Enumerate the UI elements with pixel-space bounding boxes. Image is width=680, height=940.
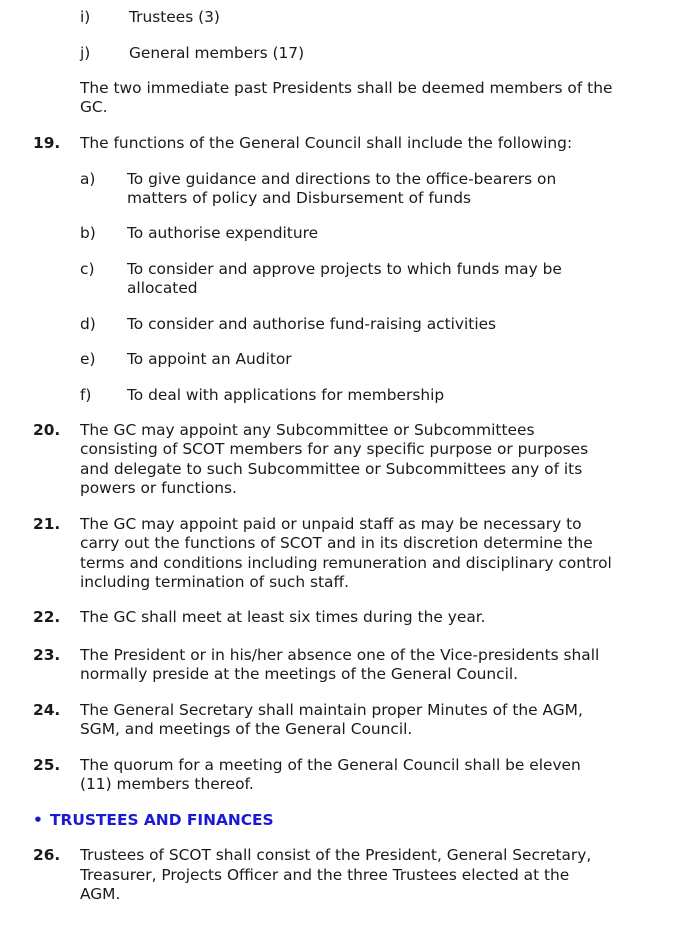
clause-text: carry out the functions of SCOT and in its discretion determine the <box>80 534 593 552</box>
clause-text: The GC may appoint paid or unpaid staff as may be necessary to <box>80 515 582 533</box>
clause-text: and delegate to such Subcommittee or Subcommittees any of its <box>80 460 583 478</box>
clause-text: consisting of SCOT members for any specific purpose or purposes <box>80 440 589 458</box>
clause-text: The GC may appoint any Subcommittee or Subcommittees <box>80 421 535 439</box>
clause-text: The General Secretary shall maintain proper Minutes of the AGM, <box>80 701 583 719</box>
item-letter: b) <box>80 224 96 242</box>
section-heading-trustees-finances <box>33 811 274 831</box>
clause-text: including termination of such staff. <box>80 573 349 591</box>
clause-text: The functions of the General Council shall include the following: <box>80 134 573 152</box>
clause-text: The quorum for a meeting of the General Council shall be eleven <box>80 756 581 774</box>
item-text: To consider and authorise fund-raising activities <box>127 315 497 333</box>
item-text: To deal with applications for membership <box>127 386 445 404</box>
note-text: The two immediate past Presidents shall be deemed members of the <box>80 79 613 97</box>
note-text: GC. <box>80 98 108 116</box>
clause-text: terms and conditions including remuneration and disciplinary control <box>80 554 612 572</box>
clause-number: 22. <box>33 608 61 626</box>
section-heading-text: TRUSTEES AND FINANCES <box>50 811 274 829</box>
item-text: General members (17) <box>129 44 305 62</box>
item-text: To consider and approve projects to which funds may be <box>127 260 562 278</box>
item-letter: c) <box>80 260 95 278</box>
item-letter: j) <box>80 44 91 62</box>
clause-number: 23. <box>33 646 61 664</box>
clause-text: AGM. <box>80 885 121 903</box>
clause-number: 25. <box>33 756 61 774</box>
clause-text: The GC shall meet at least six times during the year. <box>80 608 486 626</box>
bullet-icon: • <box>33 811 43 829</box>
clause-text: SGM, and meetings of the General Council. <box>80 720 413 738</box>
clause-text: powers or functions. <box>80 479 237 497</box>
item-text: allocated <box>127 279 198 297</box>
clause-text: normally preside at the meetings of the General Council. <box>80 665 519 683</box>
clause-number: 19. <box>33 134 61 152</box>
item-letter: f) <box>80 386 92 404</box>
item-text: To appoint an Auditor <box>127 350 292 368</box>
clause-number: 26. <box>33 846 61 864</box>
item-letter: i) <box>80 8 91 26</box>
item-letter: a) <box>80 170 96 188</box>
clause-text: (11) members thereof. <box>80 775 254 793</box>
clause-text: The President or in his/her absence one of the Vice-presidents shall <box>80 646 600 664</box>
clause-number: 24. <box>33 701 61 719</box>
item-letter: d) <box>80 315 96 333</box>
clause-number: 20. <box>33 421 61 439</box>
item-text: matters of policy and Disbursement of funds <box>127 189 472 207</box>
clause-text: Trustees of SCOT shall consist of the President, General Secretary, <box>80 846 592 864</box>
item-text: Trustees (3) <box>129 8 220 26</box>
item-text: To authorise expenditure <box>127 224 319 242</box>
clause-text: Treasurer, Projects Officer and the three Trustees elected at the <box>80 866 570 884</box>
item-letter: e) <box>80 350 96 368</box>
item-text: To give guidance and directions to the office-bearers on <box>127 170 557 188</box>
clause-number: 21. <box>33 515 61 533</box>
